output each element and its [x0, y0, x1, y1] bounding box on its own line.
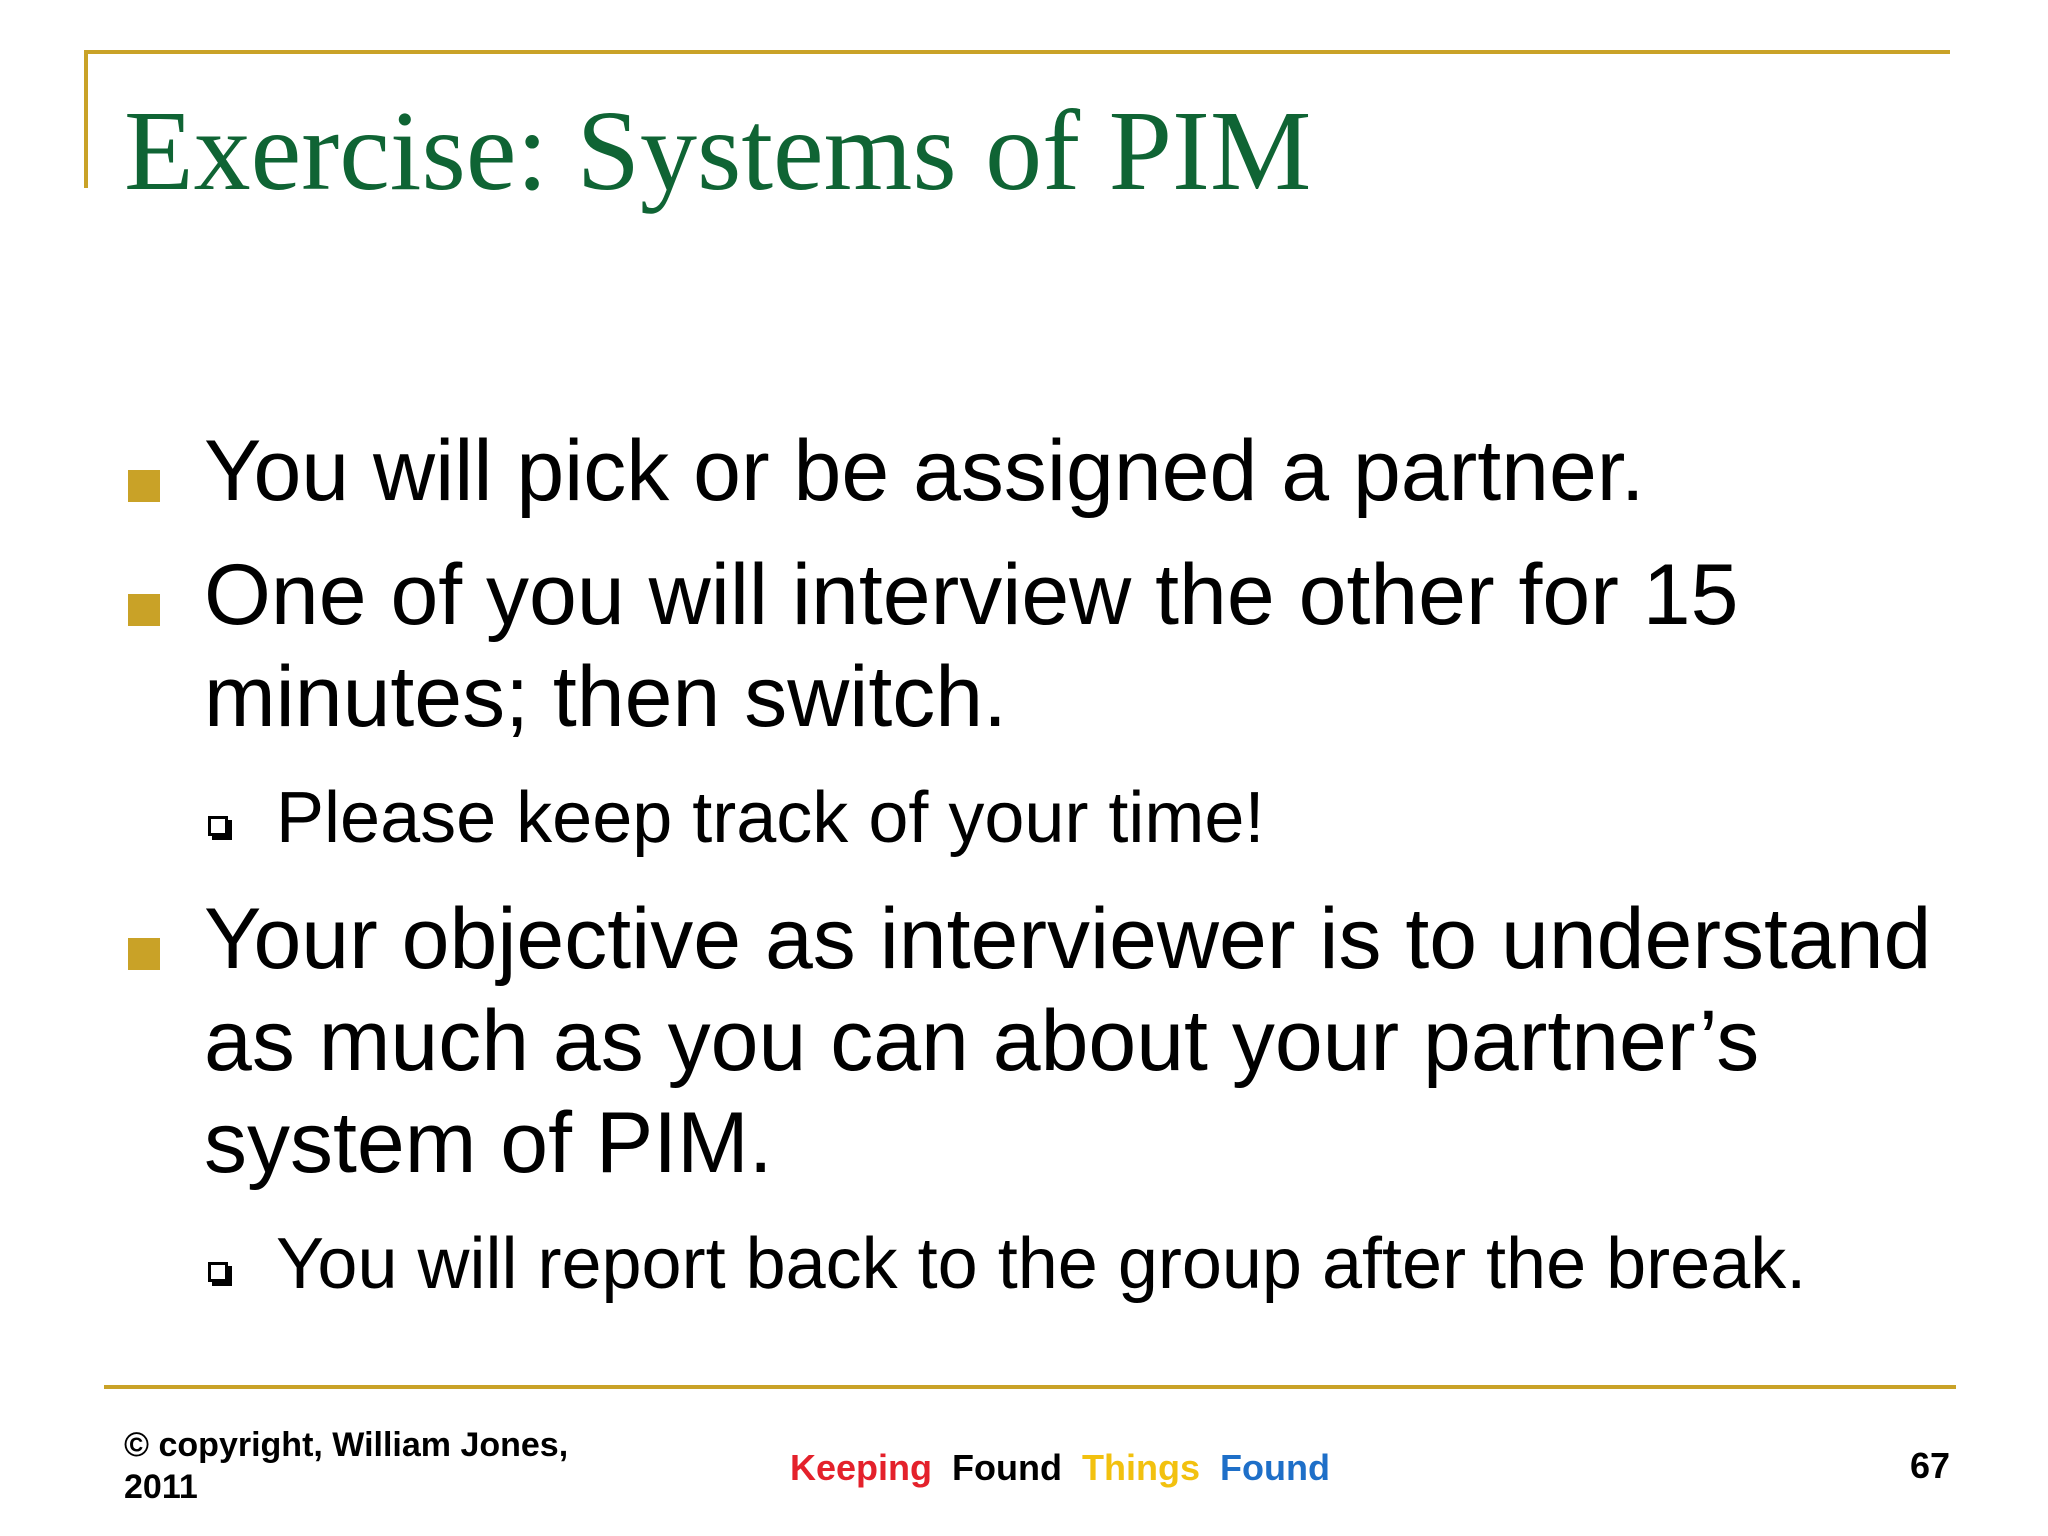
bullet-text: You will pick or be assigned a partner. — [204, 423, 1645, 519]
copyright-notice: © copyright, William Jones, 2011 — [124, 1426, 569, 1506]
tagline-word-found-blue: Found — [1220, 1447, 1330, 1488]
left-accent-rule — [84, 50, 88, 188]
hollow-square-bullet-icon — [208, 816, 228, 836]
tagline-word-found: Found — [952, 1447, 1062, 1488]
bullet-item — [120, 888, 1960, 1194]
slide-title: Exercise: Systems of PIM — [124, 87, 1312, 214]
sub-bullet-text: You will report back to the group after the break. — [276, 1224, 1807, 1304]
bullet-item — [120, 420, 1960, 522]
page-number: 67 — [1909, 1445, 1950, 1486]
hollow-square-bullet-icon — [208, 1262, 228, 1282]
bullet-text: One of you will interview the other for 15 minutes; then switch. — [204, 547, 1739, 745]
bullet-text: Your objective as interviewer is to understand as much as you can about your partner’s system of PIM. — [204, 891, 1932, 1191]
sub-bullet-text: Please keep track of your time! — [276, 778, 1265, 858]
tagline-word-things: Things — [1082, 1447, 1200, 1488]
bottom-accent-rule — [104, 1385, 1956, 1389]
tagline-word-keeping: Keeping — [790, 1447, 933, 1488]
tagline — [790, 1446, 1330, 1490]
bullet-item — [120, 544, 1960, 748]
sub-bullet-item — [120, 1216, 1960, 1312]
bullet-list — [120, 420, 1960, 1334]
sub-bullet-item — [120, 770, 1960, 866]
square-bullet-icon — [128, 470, 160, 502]
square-bullet-icon — [128, 938, 160, 970]
square-bullet-icon — [128, 594, 160, 626]
top-accent-rule — [84, 50, 1950, 54]
